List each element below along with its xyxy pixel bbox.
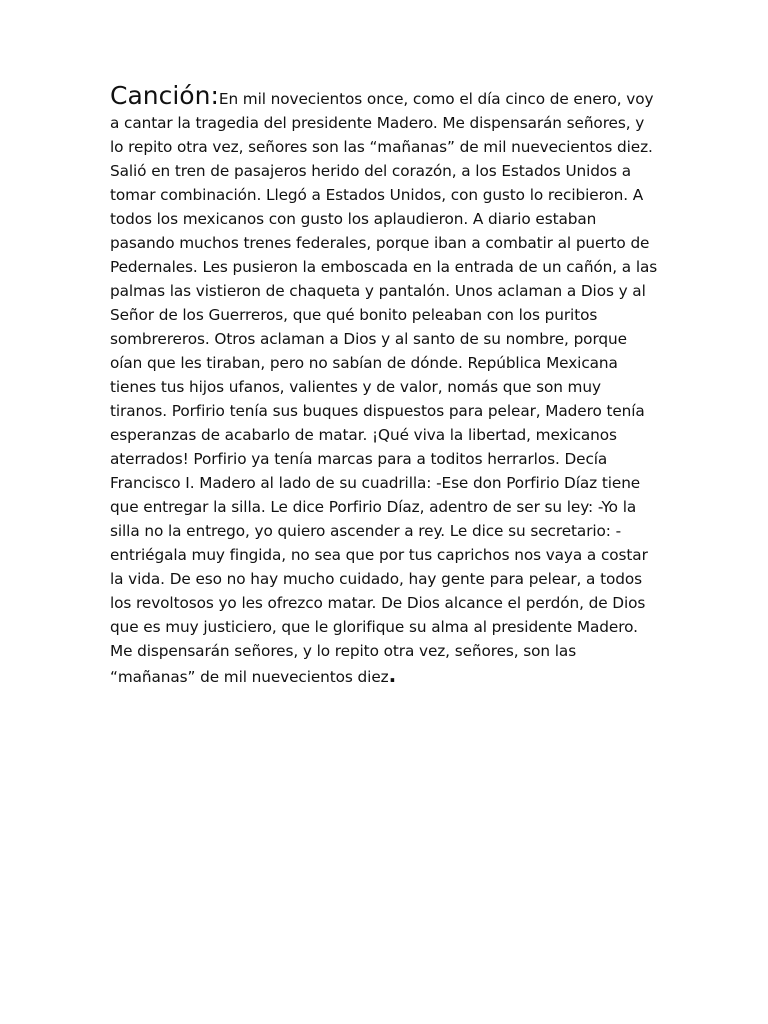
song-lyrics: En mil novecientos once, como el día cinco de enero, voy a cantar la tragedia del presidente Madero. Me dispensarán señores, y lo repito otra vez, señores son las “mañanas” de mil nuevecientos diez. Salió en tren de pasajeros herido del corazón, a los Estados Unidos a tomar combinación. Llegó a Estados Unidos, con gusto lo recibieron. A todos los mexicanos con gusto los aplaudieron. A diario estaban pasando muchos trenes federales, porque iban a combatir al puerto de Pedernales. Les pusieron la emboscada en la entrada de un cañón, a las palmas las vistieron de chaqueta y pantalón. Unos aclaman a Dios y al Señor de los Guerreros, que qué bonito peleaban con los puritos sombrereros. Otros aclaman a Dios y al santo de su nombre, porque oían que les tiraban, pero no sabían de dónde. República Mexicana tienes tus hijos ufanos, valientes y de valor, nomás que son muy tiranos. Porfirio tenía sus buques dispuestos para pelear, Madero tenía esperanzas de acabarlo de matar. ¡Qué viva la libertad, mexicanos aterrados! Porfirio ya tenía marcas para a toditos herrarlos. Decía Francisco I. Madero al lado de su cuadrilla: -Ese don Porfirio Díaz tiene que entregar la silla. Le dice Porfirio Díaz, adentro de ser su ley: -Yo la silla no la entrego, yo quiero ascender a rey. Le dice su secretario: -entriégala muy fingida, no sea que por tus caprichos nos vaya a costar la vida. De eso no hay mucho cuidado, hay gente para pelear, a todos los revoltosos yo les ofrezco matar. De Dios alcance el perdón, de Dios que es muy justiciero, que le glorifique su alma al presidente Madero. Me dispensarán señores, y lo repito otra vez, señores, son las “mañanas” de mil nuevecientos diez (110, 90, 658, 686)
final-period: . (388, 663, 397, 687)
song-paragraph (110, 81, 662, 689)
song-title: Canción: (110, 81, 219, 110)
